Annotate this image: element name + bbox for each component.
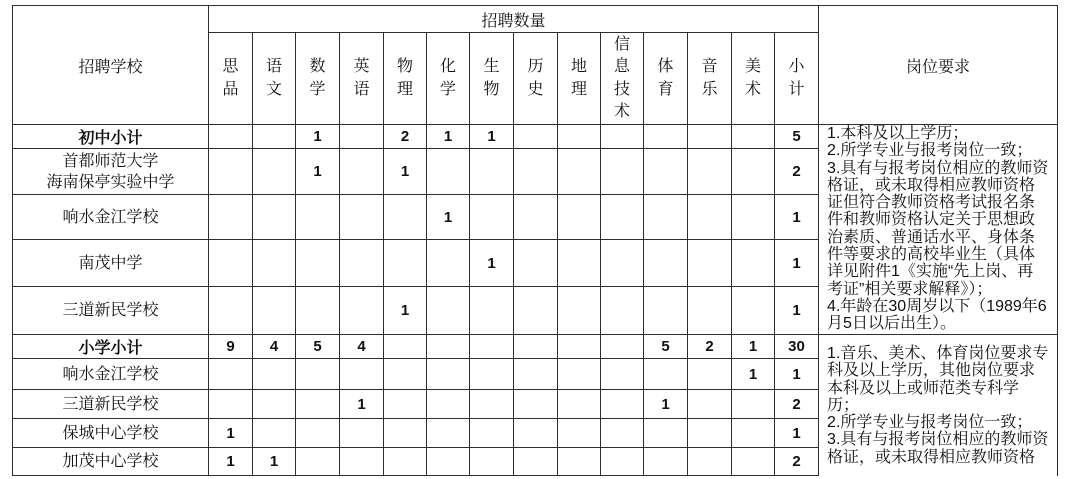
- count-music: 2: [688, 335, 732, 359]
- subtotal-label-cell: [13, 335, 209, 359]
- junior-high-subtotal-row: [13, 125, 1058, 149]
- count-math: [296, 240, 340, 287]
- requirement-line: 3.具有与报考岗位相应的教师资: [827, 159, 1049, 177]
- count-civics: 1: [209, 419, 253, 448]
- subject-header-math: [296, 33, 340, 125]
- requirement-line: 件等要求的高校毕业生（具体: [827, 246, 1036, 264]
- count-pe: [644, 195, 688, 240]
- count-subtotal: 1: [775, 195, 819, 240]
- count-physics: [384, 448, 427, 476]
- school-name: 加茂中心学校: [62, 453, 159, 470]
- count-info-tech: [601, 287, 644, 335]
- count-chinese: [253, 149, 296, 195]
- requirement-line: 历；: [827, 396, 860, 414]
- subject-header-label: 化学: [439, 58, 456, 98]
- count-chinese: [253, 287, 296, 335]
- count-physics: [384, 359, 427, 390]
- subject-header-label: 地理: [570, 58, 587, 98]
- count-biology: [470, 195, 514, 240]
- count-biology: 1: [470, 125, 514, 149]
- requirements-text: [827, 125, 1057, 332]
- count-music: [688, 359, 732, 390]
- school-name: 首都师范大学: [62, 152, 159, 170]
- requirement-line: 件和教师资格认定关于思想政: [827, 211, 1036, 229]
- table-body: [13, 125, 1058, 476]
- primary-subtotal-row: [13, 335, 1058, 359]
- count-music: [688, 149, 732, 195]
- count-info-tech: [601, 419, 644, 448]
- count-pe: [644, 359, 688, 390]
- count-chemistry: [427, 448, 470, 476]
- count-music: [688, 195, 732, 240]
- count-pe: [644, 125, 688, 149]
- count-pe: [644, 448, 688, 476]
- subject-header-biology: [470, 33, 514, 125]
- count-music: [688, 448, 732, 476]
- subject-header-label: 物理: [396, 58, 413, 98]
- count-pe: [644, 240, 688, 287]
- requirement-line: 1.本科及以上学历；: [827, 125, 969, 142]
- school-name: 保城中心学校: [62, 424, 159, 442]
- requirements-text: [827, 335, 1057, 467]
- requirements-column-header: 岗位要求: [819, 6, 1058, 125]
- school-name-cell: [13, 359, 209, 390]
- count-info-tech: [601, 240, 644, 287]
- count-music: [688, 419, 732, 448]
- count-biology: [470, 335, 514, 359]
- requirement-line: 考证”相关要求解释》）；: [827, 280, 993, 298]
- count-physics: [384, 195, 427, 240]
- count-civics: 1: [209, 448, 253, 476]
- count-biology: [470, 448, 514, 476]
- school-name-cell: [13, 240, 209, 287]
- subject-header-label: 思品: [222, 58, 239, 98]
- subject-header-chinese: [253, 33, 296, 125]
- count-history: [514, 419, 558, 448]
- count-subtotal: 1: [775, 287, 819, 335]
- count-biology: [470, 419, 514, 448]
- count-math: [296, 287, 340, 335]
- count-chemistry: [427, 335, 470, 359]
- count-chemistry: [427, 287, 470, 335]
- count-civics: [209, 359, 253, 390]
- subject-header-pe: [644, 33, 688, 125]
- count-subtotal: 2: [775, 390, 819, 419]
- count-geography: [558, 419, 601, 448]
- count-english: [340, 149, 384, 195]
- count-music: [688, 240, 732, 287]
- count-history: [514, 149, 558, 195]
- requirement-line: 月5日以后出生）。: [827, 315, 956, 332]
- count-chemistry: [427, 390, 470, 419]
- count-art: [732, 419, 775, 448]
- subject-header-civics: [209, 33, 253, 125]
- subject-header-info-tech: [601, 33, 644, 125]
- count-subtotal: 2: [775, 149, 819, 195]
- count-art: [732, 448, 775, 476]
- count-chemistry: [427, 419, 470, 448]
- count-civics: [209, 287, 253, 335]
- requirement-line: 本科及以上或师范类专科学: [827, 379, 1020, 397]
- count-math: 5: [296, 335, 340, 359]
- count-subtotal: 2: [775, 448, 819, 476]
- count-geography: [558, 240, 601, 287]
- count-art: [732, 149, 775, 195]
- count-info-tech: [601, 390, 644, 419]
- table-header: [13, 6, 1058, 125]
- count-english: [340, 195, 384, 240]
- school-name-cell: [13, 448, 209, 476]
- school-name-cell: [13, 287, 209, 335]
- count-math: [296, 419, 340, 448]
- count-chemistry: [427, 359, 470, 390]
- junior-high-requirements-cell: [819, 125, 1058, 335]
- count-chinese: 4: [253, 335, 296, 359]
- school-name: 响水金江学校: [62, 208, 159, 226]
- subject-header-label: 小计: [788, 58, 805, 98]
- count-chinese: [253, 125, 296, 149]
- subtotal-label: 初中小计: [78, 130, 143, 147]
- count-geography: [558, 195, 601, 240]
- subject-header-music: [688, 33, 732, 125]
- count-geography: [558, 359, 601, 390]
- count-geography: [558, 335, 601, 359]
- subtotal-label: 小学小计: [78, 340, 143, 357]
- school-name-cell: [13, 195, 209, 240]
- count-english: [340, 240, 384, 287]
- count-history: [514, 287, 558, 335]
- count-art: 1: [732, 359, 775, 390]
- subject-header-english: [340, 33, 384, 125]
- count-civics: [209, 149, 253, 195]
- count-art: [732, 125, 775, 149]
- school-name-cell: [13, 149, 209, 195]
- school-name: 南茂中学: [78, 254, 143, 272]
- count-history: [514, 448, 558, 476]
- count-english: [340, 125, 384, 149]
- count-info-tech: [601, 448, 644, 476]
- count-geography: [558, 125, 601, 149]
- requirement-line: 2.所学专业与报考岗位一致；: [827, 414, 1033, 432]
- count-geography: [558, 390, 601, 419]
- count-history: [514, 335, 558, 359]
- count-math: 1: [296, 125, 340, 149]
- count-civics: [209, 125, 253, 149]
- requirement-line: 格证，或未取得相应教师资格: [827, 176, 1036, 194]
- count-chemistry: 1: [427, 195, 470, 240]
- subject-header-label: 语文: [265, 58, 282, 98]
- count-history: [514, 125, 558, 149]
- school-name: 海南保亭实验中学: [46, 173, 175, 191]
- count-chemistry: [427, 149, 470, 195]
- subject-header-label: 音乐: [701, 58, 718, 98]
- school-name: 三道新民学校: [62, 302, 159, 319]
- requirement-line: 1.音乐、美术、体育岗位要求专: [827, 345, 1049, 362]
- requirement-line: 治素质、普通话水平、身体条: [827, 228, 1036, 246]
- subject-header-label: 信息技术: [613, 35, 630, 120]
- count-history: [514, 195, 558, 240]
- count-music: [688, 390, 732, 419]
- recruitment-table: [12, 5, 1058, 476]
- count-pe: 1: [644, 390, 688, 419]
- subject-header-label: 数学: [309, 58, 326, 98]
- count-chinese: [253, 390, 296, 419]
- count-history: [514, 240, 558, 287]
- count-civics: [209, 390, 253, 419]
- count-subtotal: 1: [775, 240, 819, 287]
- count-english: [340, 419, 384, 448]
- count-info-tech: [601, 195, 644, 240]
- count-geography: [558, 287, 601, 335]
- count-biology: 1: [470, 240, 514, 287]
- header-row-top: [13, 6, 1058, 33]
- subject-header-label: 生物: [483, 58, 500, 98]
- count-chinese: 1: [253, 448, 296, 476]
- subject-header-history: [514, 33, 558, 125]
- count-biology: [470, 390, 514, 419]
- count-civics: [209, 240, 253, 287]
- requirement-line: 2.所学专业与报考岗位一致；: [827, 142, 1033, 160]
- count-physics: [384, 335, 427, 359]
- count-physics: [384, 419, 427, 448]
- count-physics: 2: [384, 125, 427, 149]
- count-biology: [470, 149, 514, 195]
- count-pe: [644, 419, 688, 448]
- count-math: 1: [296, 149, 340, 195]
- requirement-line: 证但符合教师资格考试报名条: [827, 194, 1036, 212]
- count-info-tech: [601, 335, 644, 359]
- requirement-line: 4.年龄在30周岁以下（1989年6: [827, 297, 1047, 315]
- subject-header-subtotal: [775, 33, 819, 125]
- subject-header-geography: [558, 33, 601, 125]
- count-english: [340, 448, 384, 476]
- subject-header-label: 历史: [527, 58, 544, 98]
- school-name: 三道新民学校: [62, 395, 159, 413]
- count-subtotal: 1: [775, 359, 819, 390]
- count-subtotal: 30: [775, 335, 819, 359]
- count-chinese: [253, 240, 296, 287]
- count-subtotal: 5: [775, 125, 819, 149]
- subject-header-physics: [384, 33, 427, 125]
- count-music: [688, 287, 732, 335]
- count-english: [340, 359, 384, 390]
- count-chemistry: [427, 240, 470, 287]
- school-name: 响水金江学校: [62, 365, 159, 383]
- count-art: [732, 390, 775, 419]
- count-pe: [644, 287, 688, 335]
- count-pe: [644, 149, 688, 195]
- count-biology: [470, 287, 514, 335]
- count-history: [514, 390, 558, 419]
- subject-header-label: 英语: [353, 58, 370, 98]
- count-physics: 1: [384, 149, 427, 195]
- count-info-tech: [601, 125, 644, 149]
- requirement-line: 科及以上学历，其他岗位要求: [827, 362, 1036, 380]
- requirement-line: 格证，或未取得相应教师资格: [827, 448, 1036, 466]
- count-info-tech: [601, 359, 644, 390]
- count-english: [340, 287, 384, 335]
- count-math: [296, 448, 340, 476]
- count-civics: 9: [209, 335, 253, 359]
- count-chinese: [253, 419, 296, 448]
- count-subtotal: 1: [775, 419, 819, 448]
- count-music: [688, 125, 732, 149]
- school-name-cell: [13, 390, 209, 419]
- school-column-header: 招聘学校: [13, 6, 209, 125]
- count-civics: [209, 195, 253, 240]
- count-chemistry: 1: [427, 125, 470, 149]
- count-physics: 1: [384, 287, 427, 335]
- count-biology: [470, 359, 514, 390]
- subject-header-chemistry: [427, 33, 470, 125]
- primary-requirements-cell: [819, 335, 1058, 476]
- count-geography: [558, 448, 601, 476]
- count-math: [296, 359, 340, 390]
- requirement-line: 详见附件1《实施“先上岗、再: [827, 263, 1034, 281]
- count-pe: 5: [644, 335, 688, 359]
- count-math: [296, 195, 340, 240]
- count-math: [296, 390, 340, 419]
- count-physics: [384, 390, 427, 419]
- subject-header-label: 体育: [657, 58, 674, 98]
- count-english: 1: [340, 390, 384, 419]
- requirement-line: 3.具有与报考岗位相应的教师资: [827, 431, 1049, 449]
- count-art: [732, 195, 775, 240]
- school-name-cell: [13, 419, 209, 448]
- count-chinese: [253, 195, 296, 240]
- count-art: [732, 240, 775, 287]
- quota-group-header: 招聘数量: [209, 6, 819, 33]
- subject-header-art: [732, 33, 775, 125]
- count-chinese: [253, 359, 296, 390]
- count-english: 4: [340, 335, 384, 359]
- count-history: [514, 359, 558, 390]
- count-art: 1: [732, 335, 775, 359]
- count-physics: [384, 240, 427, 287]
- count-info-tech: [601, 149, 644, 195]
- count-geography: [558, 149, 601, 195]
- subtotal-label-cell: [13, 125, 209, 149]
- count-art: [732, 287, 775, 335]
- subject-header-label: 美术: [744, 58, 761, 98]
